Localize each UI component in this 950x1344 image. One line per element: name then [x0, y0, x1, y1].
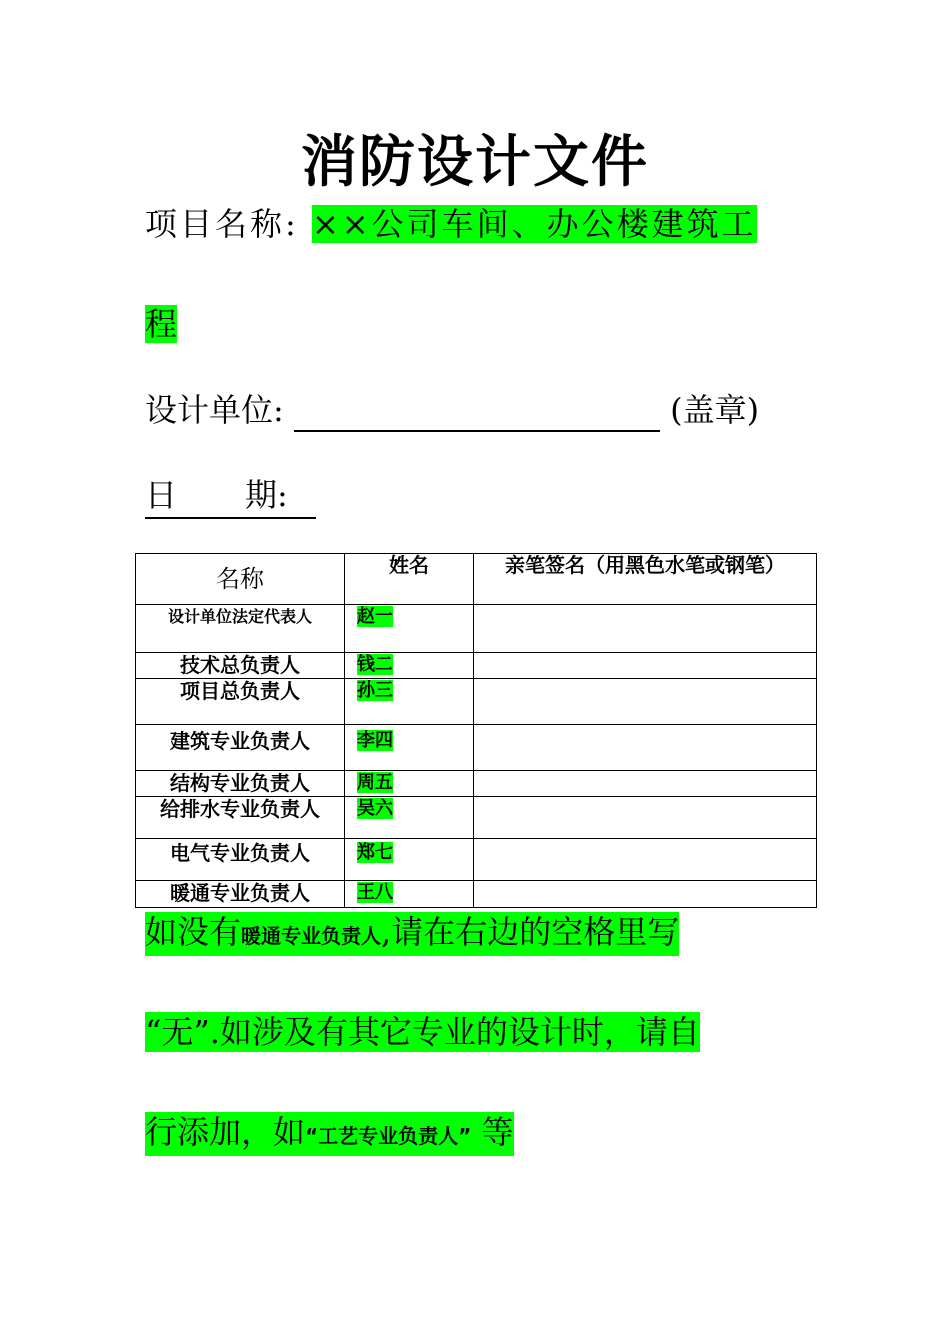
- note-text: 行添加，如: [145, 1113, 306, 1151]
- name-cell: 周五: [357, 772, 393, 793]
- table-row: [136, 881, 817, 908]
- note-text: ,请在右边的空格里写: [381, 913, 680, 951]
- project-name-label: 项目名称:: [145, 205, 299, 243]
- role-cell: 技术总负责人: [136, 653, 345, 679]
- name-cell: 李四: [357, 730, 393, 751]
- note-text: 等: [471, 1113, 514, 1151]
- role-cell: 电气专业负责人: [136, 839, 345, 881]
- signature-cell[interactable]: [474, 797, 817, 839]
- table-row: [136, 605, 817, 653]
- table-row: [136, 653, 817, 679]
- table-row: [136, 679, 817, 725]
- note-text: 如没有: [145, 913, 242, 951]
- note-line-2: “无”.如涉及有其它专业的设计时，请自: [145, 1013, 700, 1051]
- signature-cell[interactable]: [474, 605, 817, 653]
- design-unit-line: [145, 388, 759, 432]
- project-name-value: ××公司车间、办公楼建筑工: [311, 205, 757, 243]
- name-cell: 钱二: [357, 654, 393, 675]
- signature-cell[interactable]: [474, 725, 817, 771]
- signature-cell[interactable]: [474, 653, 817, 679]
- header-role: 名称: [136, 554, 345, 605]
- document-title: 消防设计文件: [301, 130, 649, 195]
- note-role-inline: 暖通专业负责人: [241, 924, 382, 948]
- signature-cell[interactable]: [474, 839, 817, 881]
- design-unit-label: 设计单位:: [145, 391, 284, 429]
- signature-cell[interactable]: [474, 881, 817, 908]
- project-name-continued: [145, 302, 177, 346]
- table-row: [136, 797, 817, 839]
- name-cell: 郑七: [357, 842, 393, 863]
- date-label-b: 期:: [245, 476, 288, 514]
- date-line: [145, 473, 316, 519]
- role-cell: 设计单位法定代表人: [136, 605, 345, 653]
- role-cell: 给排水专业负责人: [136, 797, 345, 839]
- table-header-row: [136, 554, 817, 605]
- note-example-role: “工艺专业负责人”: [305, 1124, 472, 1148]
- note-line-3: [145, 1112, 514, 1156]
- table-row: [136, 771, 817, 797]
- date-label-a: 日: [145, 476, 178, 514]
- signature-cell[interactable]: [474, 679, 817, 725]
- project-name-value-cont: 程: [145, 305, 178, 343]
- name-cell: 王八: [357, 882, 393, 903]
- header-signature: 亲笔签名（用黑色水笔或钢笔）: [474, 554, 817, 605]
- table-row: [136, 725, 817, 771]
- table-row: [136, 839, 817, 881]
- role-cell: 项目总负责人: [136, 679, 345, 725]
- note-line-1: [145, 912, 679, 956]
- signature-cell[interactable]: [474, 771, 817, 797]
- name-cell: 赵一: [357, 606, 393, 627]
- name-cell: 孙三: [357, 680, 393, 701]
- role-cell: 暖通专业负责人: [136, 881, 345, 908]
- header-name: 姓名: [345, 554, 474, 605]
- seal-label: (盖章): [670, 391, 760, 429]
- role-cell: 建筑专业负责人: [136, 725, 345, 771]
- signature-table: [135, 553, 817, 908]
- name-cell: 吴六: [357, 798, 393, 819]
- design-unit-blank[interactable]: [294, 394, 660, 432]
- role-cell: 结构专业负责人: [136, 771, 345, 797]
- project-name-line: [145, 202, 757, 246]
